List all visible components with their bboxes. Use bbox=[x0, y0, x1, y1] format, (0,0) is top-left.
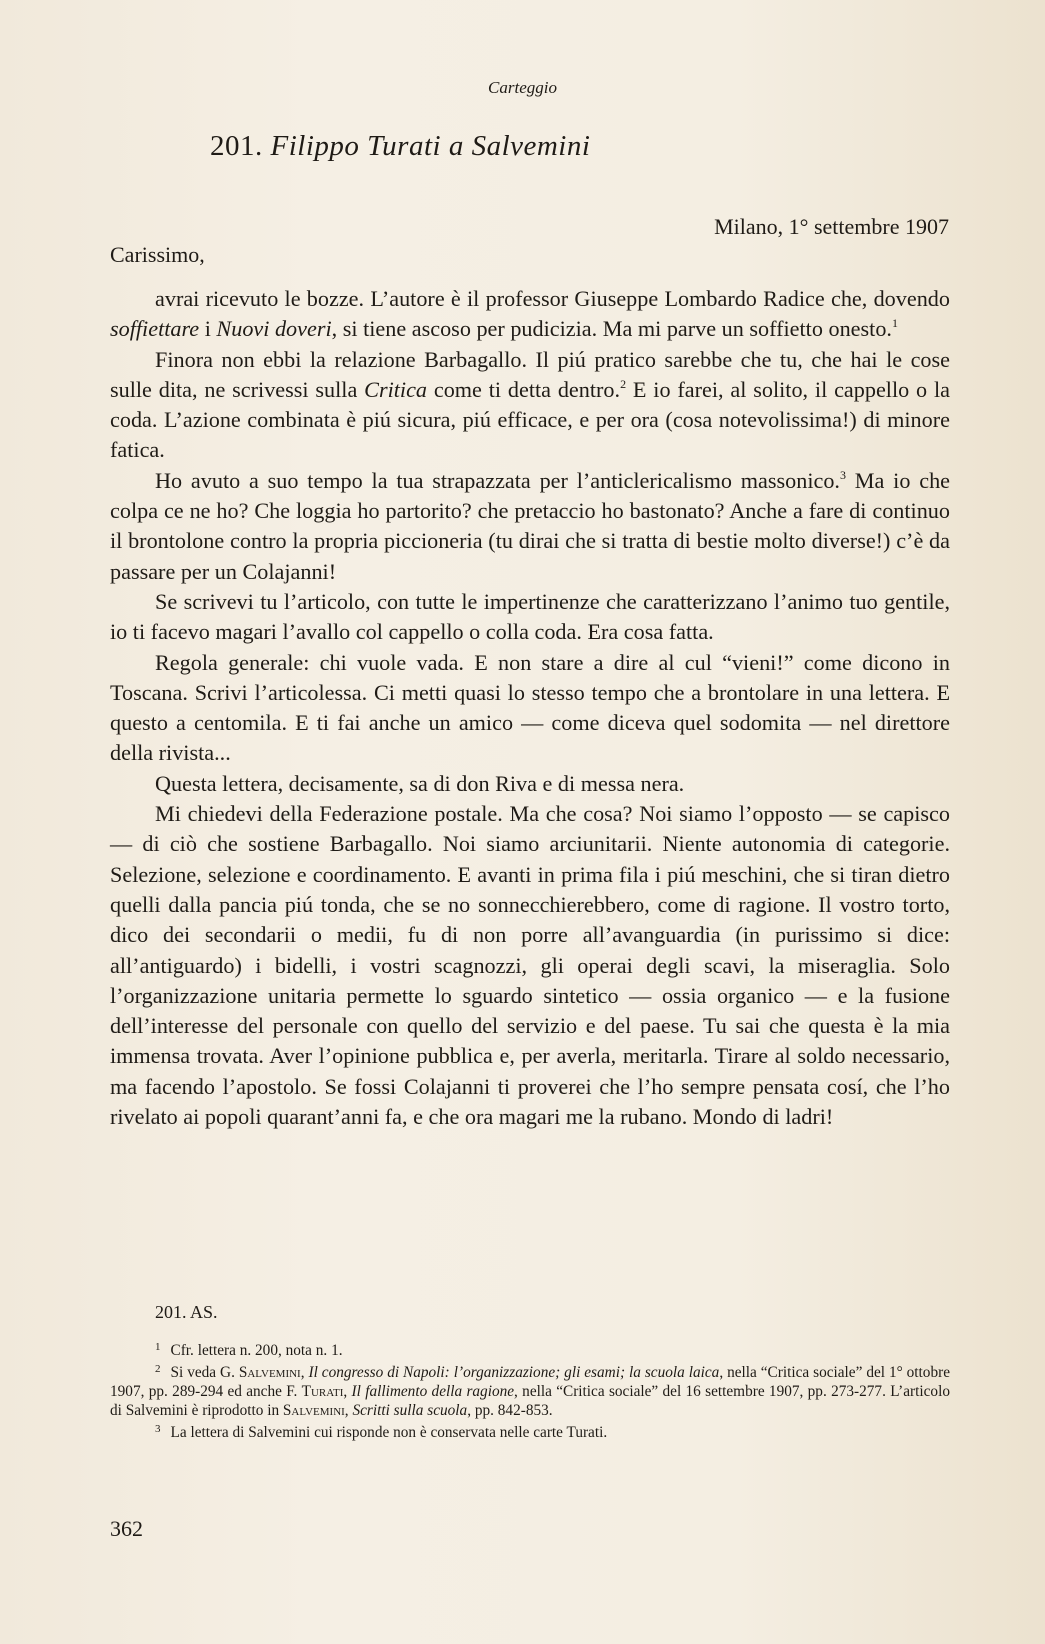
paragraph-6: Questa lettera, decisamente, sa di don Riva e di messa nera. bbox=[155, 770, 685, 796]
italic-term: soffiettare bbox=[110, 316, 200, 342]
author-name: Turati bbox=[301, 1383, 344, 1400]
footnote-ref[interactable]: 3 bbox=[839, 467, 846, 482]
italic-title: Critica bbox=[364, 376, 428, 402]
salutation: Carissimo, bbox=[110, 242, 205, 267]
footnote-2 bbox=[110, 1360, 950, 1420]
text-run: , pp. 842-853. bbox=[467, 1402, 553, 1419]
text-run: Si veda G. bbox=[170, 1364, 239, 1381]
footnote-ref[interactable]: 2 bbox=[620, 376, 627, 391]
letter-heading: Filippo Turati a Salvemini bbox=[270, 130, 591, 162]
footnote-number: 1 bbox=[155, 1341, 161, 1353]
italic-title: Nuovi doveri bbox=[216, 316, 332, 342]
footnotes bbox=[110, 1303, 950, 1442]
paragraph-4: Se scrivevi tu l’articolo, con tutte le impertinenze che caratterizzano l’animo tuo gentile, io ti facevo magari l’avallo col cappello o colla coda. Era cosa fatta. bbox=[110, 588, 950, 645]
text-run: E io farei, al solito, il cappello o la coda. L’azione combinata è piú sicura, piú efficace, e per ora (cosa notevolissima!) di minore fatica. bbox=[110, 376, 950, 463]
paragraph-7: Mi chiedevi della Federazione postale. Ma che cosa? Noi siamo l’opposto — se capisco — di ciò che sostiene Barbagallo. Noi siamo arciunitarii. Niente autonomia di categorie. Selezione, selezione e coordinamento. E avanti in prima fila i piú meschini, che si tiran dietro quelli dalla pancia piú tonda, che se no sonnecchierebbero, come di ragione. Il vostro torto, dico dei secondarii o medii, fu di non porre all’avanguardia (in purissimo si dice: all’antiguardo) i bidelli, i vostri scagnozzi, gli operai degli scavi, la miseraglia. Solo l’organizzazione unitaria permette lo sguardo sintetico — ossia organico — e la fusione dell’interesse del personale con quello del servizio e del paese. Tu sai che questa è la mia immensa trovata. Aver l’opinione pubblica e, per averla, meritarla. Tirare al soldo necessario, ma facendo l’apostolo. Se fossi Colajanni ti proverei che l’ho sempre pensata cosí, che l’ho rivelato ai popoli quarant’anni fa, e che ora magari me la rubano. Mondo di ladri! bbox=[110, 801, 950, 1130]
text-run: Ho avuto a suo tempo la tua strapazzata per l’anticlericalismo massonico. bbox=[155, 467, 840, 493]
text-run: i bbox=[199, 316, 217, 342]
running-head: Carteggio bbox=[488, 78, 557, 97]
source-note: 201. AS. bbox=[155, 1302, 218, 1322]
page-number: 362 bbox=[110, 1516, 143, 1541]
text-run: Finora non ebbi la relazione Barbagallo. Il piú pratico sarebbe che tu, che hai le cose sulle dita, ne scrivessi sulla bbox=[110, 346, 950, 402]
text-run: , bbox=[344, 1402, 353, 1419]
text-run: come ti detta dentro. bbox=[427, 376, 621, 402]
paragraph-5: Regola generale: chi vuole vada. E non stare a dire al cul “vieni!” come dicono in Toscana. Scrivi l’articolessa. Ci metti quasi lo stesso tempo che a brontolare in una lettera. E questo a centomila. E ti fai anche un amico — come diceva quel sodomita — nel direttore della rivista... bbox=[110, 649, 950, 766]
paragraph-1 bbox=[110, 284, 950, 345]
text-run: , nella “Critica sociale” del 16 settembre 1907, pp. 273-277. L’articolo di Salvemini è riprodotto in bbox=[110, 1383, 950, 1419]
paragraph-3 bbox=[110, 466, 950, 587]
footnote-text: La lettera di Salvemini cui risponde non è conservata nelle carte Turati. bbox=[170, 1424, 608, 1441]
paragraph-2 bbox=[110, 345, 950, 466]
footnote-number: 2 bbox=[155, 1363, 161, 1375]
work-title: Scritti sulla scuola bbox=[352, 1402, 468, 1419]
text-run: , si tiene ascoso per pudicizia. Ma mi parve un soffietto onesto. bbox=[331, 316, 892, 342]
text-run: , bbox=[300, 1364, 309, 1381]
text-run: , nella “Critica sociale” del 1° ottobre 1907, pp. 289-294 ed anche F. bbox=[110, 1364, 950, 1400]
author-name: Salvemini bbox=[282, 1402, 345, 1419]
text-run: avrai ricevuto le bozze. L’autore è il professor Giuseppe Lombardo Radice che, dovendo bbox=[155, 286, 950, 311]
footnote-3 bbox=[110, 1420, 950, 1442]
author-name: Salvemini bbox=[238, 1364, 301, 1381]
letter-body bbox=[110, 284, 950, 1132]
footnote-text: Cfr. lettera n. 200, nota n. 1. bbox=[170, 1342, 343, 1359]
footnote-1 bbox=[110, 1338, 950, 1360]
work-title: Il congresso di Napoli: l’organizzazione; gli esami; la scuola laica bbox=[308, 1364, 720, 1381]
text-run: Ma io che colpa ce ne ho? Che loggia ho partorito? che pretaccio ho bastonato? Anche a fare di continuo il brontolone contro la propria piccioneria (tu dirai che si tratta di bestie molto diverse!) c’è da passare per un Colajanni! bbox=[110, 467, 951, 584]
letter-title bbox=[210, 130, 590, 163]
text-run: , bbox=[343, 1383, 352, 1400]
work-title: Il fallimento della ragione bbox=[351, 1383, 515, 1400]
dateline: Milano, 1° settembre 1907 bbox=[714, 214, 949, 239]
letter-number: 201. bbox=[210, 130, 263, 162]
footnote-number: 3 bbox=[155, 1423, 161, 1435]
footnote-ref[interactable]: 1 bbox=[891, 316, 898, 331]
